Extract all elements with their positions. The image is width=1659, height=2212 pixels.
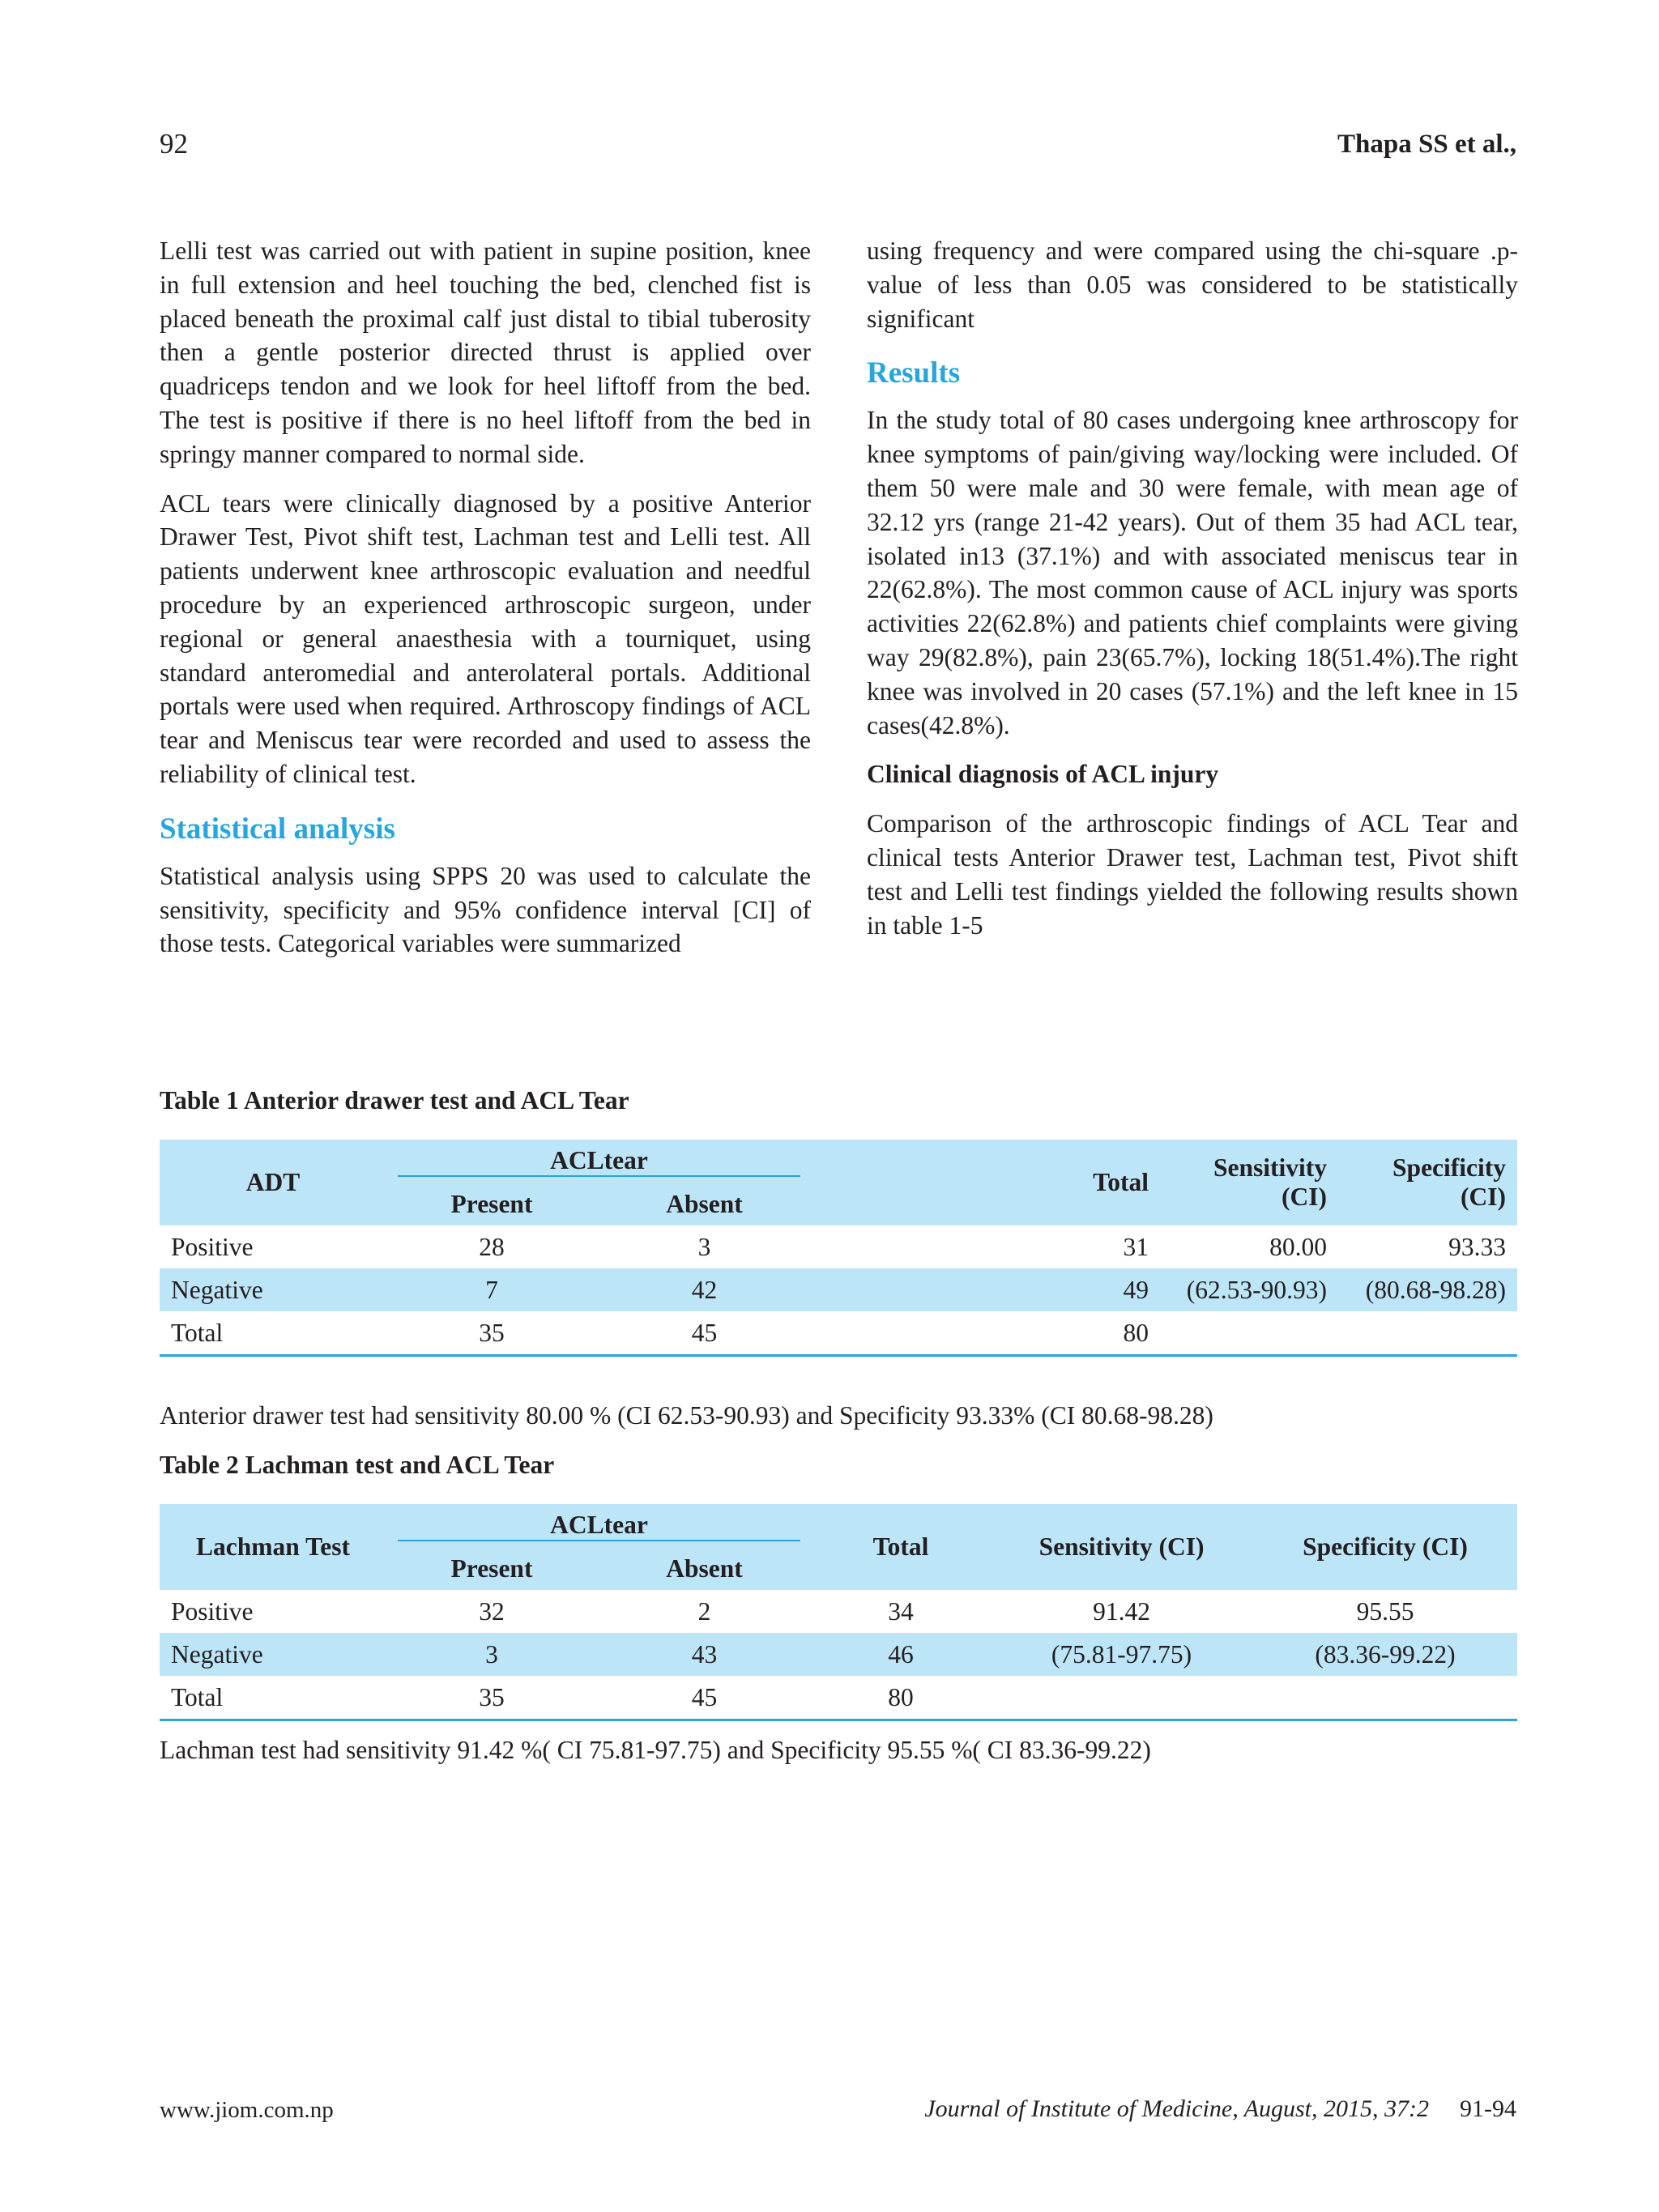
table-row: Positive 28 3 31 80.00 93.33 [171, 1232, 1506, 1261]
header-present: Present [386, 1547, 597, 1590]
table-row: Total 35 45 80 [160, 1676, 1517, 1720]
table-1-note: Anterior drawer test had sensitivity 80.00 % (CI 62.53-90.93) and Specificity 93.33% (CI 80.68-98.28) [160, 1401, 1213, 1430]
header-specificity: Specificity (CI) [1253, 1504, 1517, 1590]
page-number: 92 [160, 128, 188, 160]
table-row: Positive 32 2 34 91.42 95.55 [171, 1596, 1414, 1626]
table-2-title: Table 2 Lachman test and ACL Tear [160, 1451, 555, 1479]
header-specificity: Specificity (CI) [1338, 1140, 1517, 1225]
footer-journal: Journal of Institute of Medicine, August, 2015, 37:2 [924, 2095, 1429, 2122]
body-paragraph: Lelli test was carried out with patient in supine position, knee in full extension and heel touching the bed, clenched fist is placed beneath the proximal calf just distal to tibial tuberosity then a gentle posterior directed thrust is applied over quadriceps tendon and we look for heel liftoff from the bed. The test is positive if there is no heel liftoff from the bed in springy manner compared to normal side. [160, 237, 811, 468]
header-acltear: ACLtear [398, 1511, 800, 1541]
header-acltear: ACLtear [398, 1146, 800, 1177]
body-paragraph: In the study total of 80 cases undergoing knee arthroscopy for knee symptoms of pain/giving way/locking were included. Of them 50 were male and 30 were female, with mean age of 32.12 yrs (range 21-42 years). Out of them 35 had ACL tear, isolated in13 (37.1%) and with associated meniscus tear in 22(62.8%). The most common cause of ACL injury was sports activities 22(62.8%) and patients chief complaints were giving way 29(82.8%), pain 23(65.7%), locking 18(51.4%).The right knee was involved in 20 cases (57.1%) and the left knee in 15 cases(42.8%). [867, 406, 1518, 739]
body-paragraph: using frequency and were compared using the chi-square .p-value of less than 0.05 was considered to be statistically significant [867, 237, 1518, 333]
table-1 [160, 1140, 1517, 1357]
table-2 [160, 1504, 1517, 1721]
running-author: Thapa SS et al., [1337, 130, 1516, 159]
body-paragraph: ACL tears were clinically diagnosed by a positive Anterior Drawer Test, Pivot shift test, Lachman test and Lelli test. All patients underwent knee arthroscopic evaluation and needful procedure by an experienced arthroscopic surgeon, under regional or general anaesthesia with a tourniquet, using standard anteromedial and anterolateral portals. Additional portals were used when required. Arthroscopy findings of ACL tear and Meniscus tear were recorded and used to assess the reliability of clinical test. [160, 488, 811, 788]
section-heading-results: Results [867, 356, 961, 390]
body-paragraph: Statistical analysis using SPPS 20 was used to calculate the sensitivity, specificity and 95% confidence interval [CI] of those tests. Categorical variables were summarized [160, 861, 811, 958]
body-paragraph: Comparison of the arthroscopic findings of ACL Tear and clinical tests Anterior Drawer test, Lachman test, Pivot shift test and Lelli test findings yielded the following results shown in table 1-5 [867, 809, 1518, 940]
header-absent: Absent [597, 1547, 812, 1590]
footer-citation [924, 2095, 1516, 2123]
header-absent: Absent [597, 1183, 812, 1225]
left-column [160, 234, 811, 976]
section-heading-statistical-analysis: Statistical analysis [160, 812, 395, 846]
table-row: Negative 3 43 46 (75.81-97.75) (83.36-99.22) [160, 1633, 1517, 1676]
header-total: Total [812, 1140, 1160, 1225]
header-test: Lachman Test [160, 1504, 386, 1590]
right-column [867, 234, 1518, 957]
header-sensitivity: Sensitivity (CI) [990, 1504, 1253, 1590]
header-sensitivity: Sensitivity (CI) [1160, 1140, 1338, 1225]
table-1-title: Table 1 Anterior drawer test and ACL Tear [160, 1086, 629, 1115]
subsection-heading: Clinical diagnosis of ACL injury [867, 760, 1219, 789]
table-row: Total 35 45 80 [160, 1311, 1517, 1356]
footer-pages: 91-94 [1460, 2095, 1516, 2122]
table-row: Negative 7 42 49 (62.53-90.93) (80.68-98.28) [160, 1268, 1517, 1311]
header-total: Total [812, 1504, 990, 1590]
header-test: ADT [160, 1140, 386, 1225]
table-2-note: Lachman test had sensitivity 91.42 %( CI 75.81-97.75) and Specificity 95.55 %( CI 83.36-99.22) [160, 1736, 1151, 1764]
footer-website: www.jiom.com.np [160, 2097, 334, 2123]
header-present: Present [386, 1183, 597, 1225]
